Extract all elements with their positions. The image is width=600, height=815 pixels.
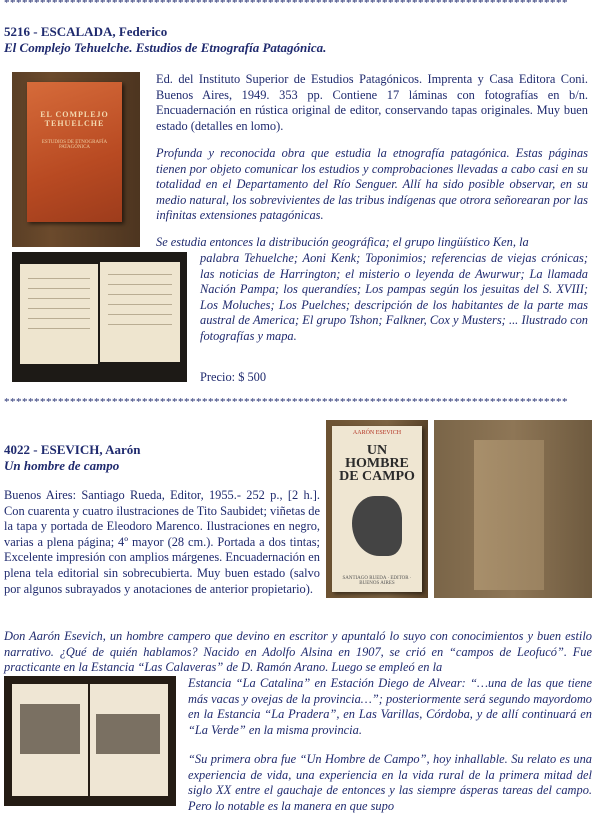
item1-cover-title: EL COMPLEJO TEHUELCHE <box>40 110 109 128</box>
item1-open-book-photo <box>12 252 187 382</box>
item2-cover-photo <box>326 420 428 598</box>
item2-code-title: 4022 - ESEVICH, Aarón <box>4 442 141 457</box>
item1-summary1: Profunda y reconocida obra que estudia la etnografía patagónica. Estas páginas tienen por objeto comunicar los estudios y comprobaciones llevadas a cabo casi en su totalidad en el Departamento del Río Senguer. Allí ha sido posible observar, en su medio natural, los sobrevivientes de las tribus indígenas que otrora señorearan por las infinitas extensiones patagónicas. <box>156 146 588 223</box>
item1-summary2-line1: Se estudia entonces la distribución geográfica; el grupo lingüístico Ken, la <box>156 235 529 249</box>
item2-book-title: Un hombre de campo <box>4 458 120 473</box>
item2-spine-photo <box>434 420 592 598</box>
item1-cover-photo <box>12 72 140 247</box>
item2-cover-title: UN HOMBRE DE CAMPO <box>339 443 415 484</box>
separator-middle: ********************************************************************************************** <box>4 396 568 408</box>
horse-illustration <box>352 496 402 556</box>
item2-bio-continued: Estancia “La Catalina” en Estación Diego de Alvear: “…una de las que tiene más vacas y ovejas de la provincia…”; posteriormente será segundo mayordomo en la Estancia “La Pradera”, en Las Varillas, Córdoba, y de allí continuará en “La Verde” en la misma provincia. <box>188 676 592 737</box>
item2-cover-author: AARÓN ESEVICH <box>352 430 402 436</box>
item2-details: Buenos Aires: Santiago Rueda, Editor, 1955.- 252 p., [2 h.]. Con cuarenta y cuatro ilustraciones de Tito Saubidet; viñetas de la tapa y portada de Eleodoro Marenco. Ilustraciones en negro, varias a plena página; 4º mayor (28 cm.). Portada a dos tintas; Excelente impresión con amplios márgenes. Encuadernación en plena tela editorial sin sobrecubierta. Muy buen estado (salvo por algunos subrayados y anotaciones de anterior propietario). <box>4 488 320 596</box>
item1-code-title: 5216 - ESCALADA, Federico <box>4 24 168 39</box>
separator-top: ********************************************************************************************** <box>4 0 568 9</box>
item1-details: Ed. del Instituto Superior de Estudios Patagónicos. Imprenta y Casa Editora Coni. Buenos Aires, 1949. 353 pp. Contiene 17 láminas con fotografías en b/n. Encuadernación en rústica original de editor, conservando tapas originales. Muy buen estado (detalles en lomo). <box>156 72 588 133</box>
item1-price: Precio: $ 500 <box>200 370 267 384</box>
item1-summary2: palabra Tehuelche; Aoni Kenk; Toponimios; referencias de viejas crónicas; las noticias de Harrington; el misterio o leyenda de Awurwur; La llamada Nación Pampa; los querandíes; Los pampas según los jesuitas del S. XVIII; Los Moluches; Los Puelches; descripción de los habitantes de la parte mas austral de America; El grupo Tshon; Falkner, Cox y Musters; ... Ilustrado con fotografías y mapa. <box>200 251 588 343</box>
item1-book-title: El Complejo Tehuelche. Estudios de Etnografía Patagónica. <box>4 40 327 55</box>
item2-bio-intro: Don Aarón Esevich, un hombre campero que devino en escritor y apuntaló lo suyo con conocimientos y buen estilo narrativo. ¿Qué de quién hablamos? Nacido en Adolfo Alsina en 1907, se crió en “campos de Leofucó”. Fue practicante en la Estancia “Las Calaveras” de D. Ramón Arano. Luego se empleó en la <box>4 629 592 675</box>
item2-bio-quote: “Su primera obra fue “Un Hombre de Campo”, hoy inhallable. Su relato es una experiencia de vida, una experiencia en la vida rural de la primera mitad del siglo XX entre el gauchaje de entonces y las siempre ásperas tareas del campo. Pero lo notable es la manera en que supo <box>188 752 592 813</box>
item1-cover-sub: ESTUDIOS DE ETNOGRAFÍA PATAGÓNICA <box>41 140 108 150</box>
item2-cover-foot: SANTIAGO RUEDA · EDITOR · BUENOS AIRES <box>342 576 412 586</box>
item2-open-book-photo <box>4 676 176 806</box>
